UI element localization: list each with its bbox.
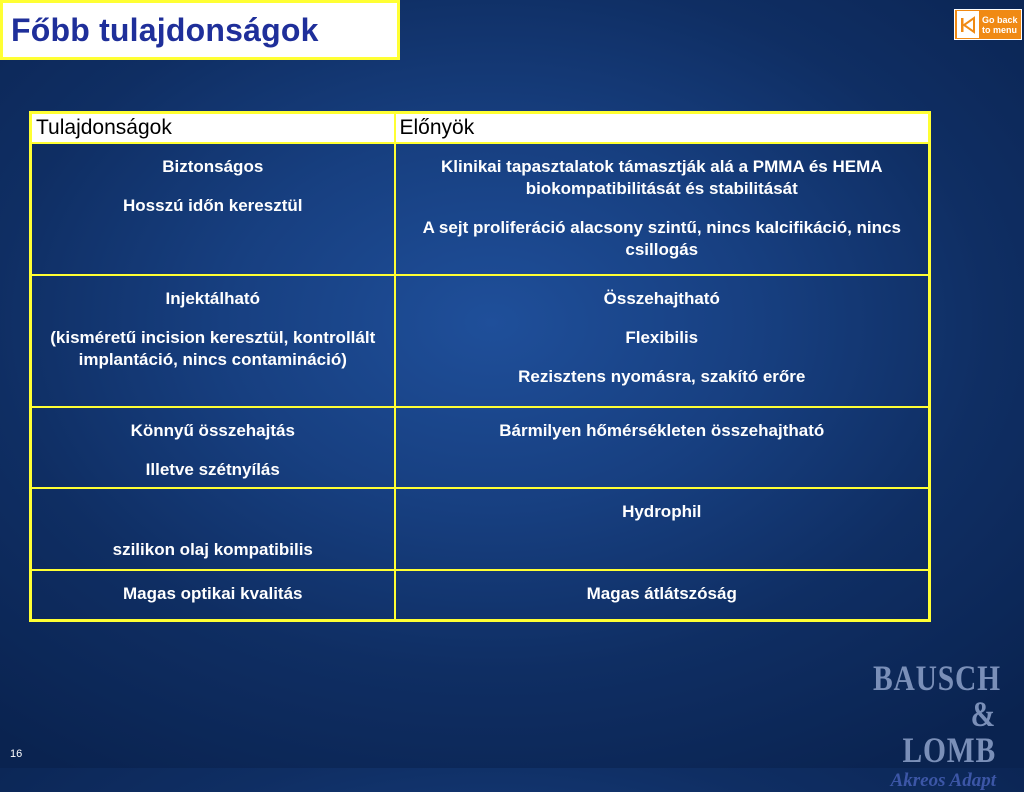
table-row (31, 570, 930, 620)
table-row (31, 275, 930, 407)
column-header-properties: Tulajdonságok (31, 113, 395, 144)
logo-line-bausch: BAUSCH (873, 658, 1001, 698)
go-back-to-menu-button[interactable] (954, 9, 1022, 40)
property-cell: Magas optikai kvalitás (31, 570, 395, 620)
page-number: 16 (10, 748, 23, 760)
advantage-cell: Bármilyen hőmérsékleten összehajtható (395, 407, 930, 488)
bausch-lomb-logo (846, 658, 1001, 792)
properties-table (29, 111, 931, 622)
go-back-label: Go back to menu (982, 14, 1018, 35)
column-header-advantages: Előnyök (395, 113, 930, 144)
advantage-cell: Magas átlátszóság (395, 570, 930, 620)
product-name: Akreos Adapt (890, 770, 996, 791)
property-cell: Injektálható (kisméretű incision keresztül, kontrollált implantáció, nincs contamináció) (31, 275, 395, 407)
property-cell: Könnyű összehajtás Illetve szétnyílás (31, 407, 395, 488)
advantage-cell: Klinikai tapasztalatok támasztják alá a PMMA és HEMA biokompatibilitását és stabilitását A sejt proliferáció alacsony szintű, nincs kalcifikáció, nincs csillogás (395, 143, 930, 275)
slide-title: Főbb tulajdonságok (11, 11, 319, 48)
logo-line-lomb: & LOMB (902, 694, 996, 770)
table-header-row (31, 113, 930, 144)
table-row (31, 407, 930, 488)
table-row (31, 143, 930, 275)
property-cell: Biztonságos Hosszú időn keresztül (31, 143, 395, 275)
property-cell: szilikon olaj kompatibilis (31, 488, 395, 570)
advantage-cell: Hydrophil (395, 488, 930, 570)
table-row (31, 488, 930, 570)
first-page-icon (957, 11, 979, 38)
slide-title-box (0, 0, 400, 60)
advantage-cell: Összehajtható Flexibilis Rezisztens nyomásra, szakító erőre (395, 275, 930, 407)
